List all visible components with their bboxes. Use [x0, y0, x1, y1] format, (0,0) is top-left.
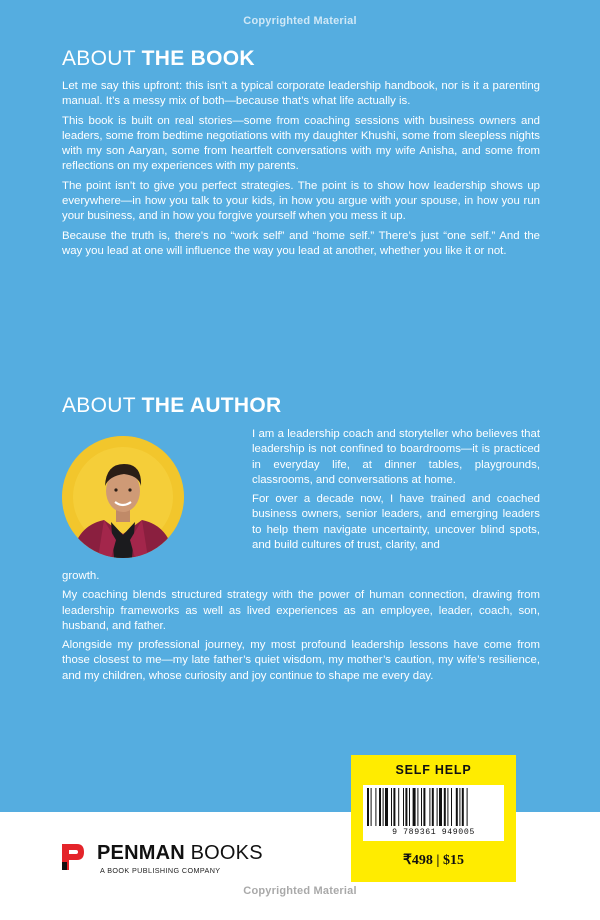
- book-paragraph: The point isn’t to give you perfect strategies. The point is to show how leadership shows up everywhere—in how you talk to your kids, in how you argue with your spouse, in how you run your business, and in how you forgive yourself when you mess it up.: [62, 179, 540, 223]
- book-paragraph: Let me say this upfront: this isn’t a typical corporate leadership handbook, nor is it a parenting manual. It’s a messy mix of both—because that’s what life actually is.: [62, 80, 540, 108]
- barcode-bars: [367, 788, 500, 826]
- author-paragraph: My coaching blends structured strategy with the power of human connection, drawing from leadership frameworks as well as lived experiences as an employee, leader, coach, son, husband, and father.: [62, 589, 540, 632]
- about-author-full-text: [62, 569, 540, 688]
- about-book-text: [62, 79, 540, 263]
- category-label: SELF HELP: [395, 763, 472, 777]
- author-photo: [62, 436, 184, 558]
- about-author-side-text: [252, 427, 540, 553]
- price-text: ₹498 | $15: [403, 853, 464, 868]
- price-label: [351, 755, 516, 882]
- watermark-top: Copyrighted Material: [243, 15, 357, 27]
- author-wrap-word: growth.: [62, 570, 100, 582]
- about-book-heading: ABOUT THE BOOK: [62, 47, 255, 70]
- author-paragraph: For over a decade now, I have trained and coached business owners, senior leaders, and emerging leaders to help them navigate uncertainty, uncover blind spots, and build cultures of trust, clarity, and: [252, 493, 540, 552]
- author-paragraph: I am a leadership coach and storyteller who believes that leadership is not confined to boardrooms—it is practiced in everyday life, at dinner tables, playgrounds, classrooms, and conversations at home.: [252, 428, 540, 486]
- book-paragraph: Because the truth is, there’s no “work self” and “home self.” There’s just “one self.” And the way you lead at one will influence the way you lead at another, whether you like it or not.: [62, 229, 540, 257]
- watermark-bottom: Copyrighted Material: [243, 885, 357, 897]
- publisher-name: PENMAN BOOKS: [97, 842, 263, 864]
- book-paragraph: This book is built on real stories—some from coaching sessions with business owners and leaders, some from bedtime negotiations with my daughter Khushi, some from sleepless nights with my son Aaryan, some from heartfelt conversations with my wife Anisha, and some from reflections on my experiences with my parents.: [62, 114, 541, 173]
- publisher-tagline: A BOOK PUBLISHING COMPANY: [100, 866, 221, 875]
- penman-logo-icon: [60, 842, 85, 872]
- author-paragraph: Alongside my professional journey, my most profound leadership lessons have come from those closest to me—my late father’s quiet wisdom, my mother’s caution, my wife’s resilience, and my children, whose curiosity and joy continue to shape me every day.: [62, 639, 540, 682]
- barcode: [363, 785, 504, 841]
- barcode-number: 9 789361 949005: [392, 828, 475, 837]
- about-author-heading: ABOUT THE AUTHOR: [62, 394, 282, 417]
